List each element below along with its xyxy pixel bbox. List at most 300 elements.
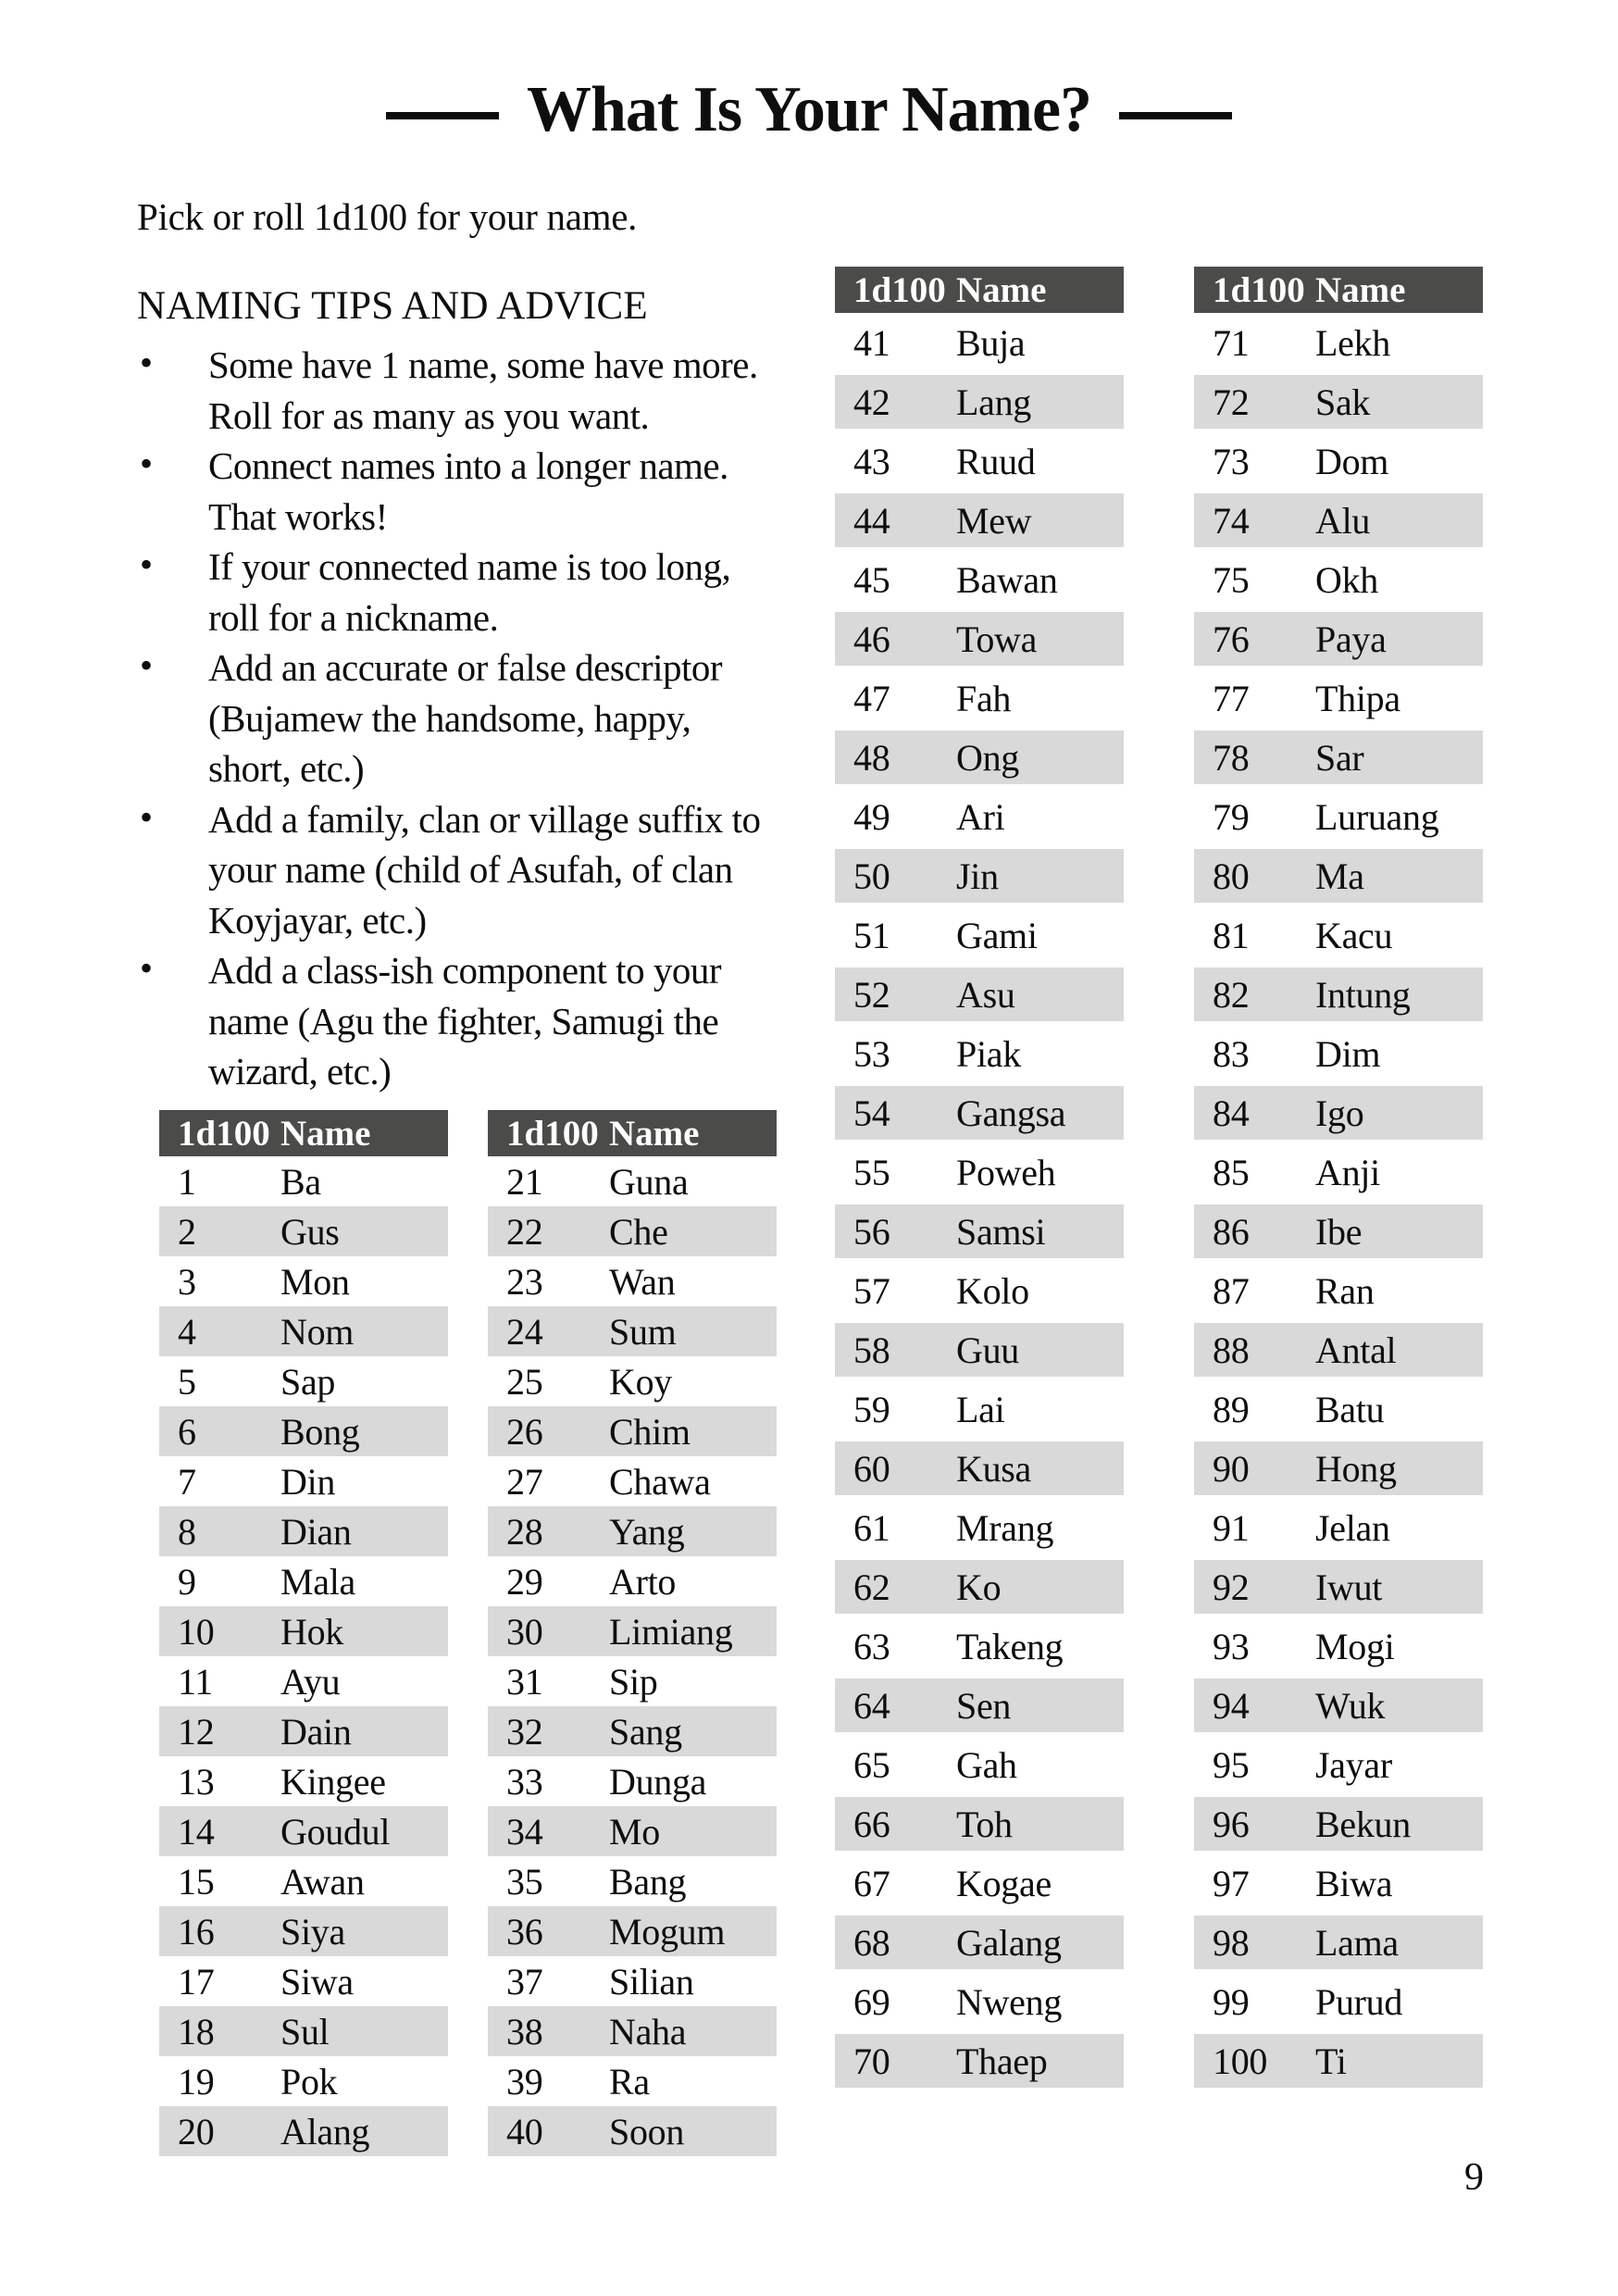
name-value: Bawan xyxy=(956,558,1058,601)
name-value: Bong xyxy=(280,1410,360,1453)
table-row xyxy=(835,1856,1124,1910)
table-row xyxy=(835,1441,1124,1495)
roll-value: 5 xyxy=(178,1360,196,1403)
table-row xyxy=(488,1556,777,1606)
name-value: Guu xyxy=(956,1329,1019,1371)
table-row xyxy=(159,2006,448,2056)
table-row xyxy=(835,1915,1124,1969)
table-row xyxy=(1194,1027,1483,1080)
name-value: Ong xyxy=(956,736,1019,779)
roll-value: 7 xyxy=(178,1460,196,1503)
table-row xyxy=(1194,1619,1483,1673)
table-body xyxy=(159,1156,448,2156)
name-value: Dunga xyxy=(609,1760,707,1803)
roll-value: 70 xyxy=(853,2040,890,2082)
roll-value: 80 xyxy=(1213,855,1250,897)
table-row xyxy=(488,1156,777,1206)
roll-value: 46 xyxy=(853,618,890,660)
table-body xyxy=(835,313,1124,2090)
roll-value: 52 xyxy=(853,973,890,1016)
roll-value: 50 xyxy=(853,855,890,897)
name-value: Che xyxy=(609,1210,668,1253)
roll-value: 99 xyxy=(1213,1980,1250,2023)
table-row xyxy=(488,1856,777,1906)
table-row xyxy=(835,1738,1124,1791)
name-value: Arto xyxy=(609,1560,677,1603)
column-header-name: Name xyxy=(1315,269,1406,310)
table-row xyxy=(488,1456,777,1506)
name-value: Fah xyxy=(956,677,1012,719)
name-value: Chim xyxy=(609,1410,691,1453)
table-row xyxy=(835,1797,1124,1851)
table-row xyxy=(835,908,1124,962)
tip-item xyxy=(137,945,794,1097)
table-row xyxy=(488,1956,777,2006)
name-value: Kacu xyxy=(1315,914,1393,956)
name-value: Toh xyxy=(956,1803,1013,1845)
name-value: Sap xyxy=(280,1360,336,1403)
roll-value: 54 xyxy=(853,1092,890,1134)
name-value: Igo xyxy=(1315,1092,1364,1134)
roll-value: 87 xyxy=(1213,1269,1250,1312)
name-value: Mala xyxy=(280,1560,355,1603)
roll-value: 67 xyxy=(853,1862,890,1904)
column-header-roll: 1d100 xyxy=(506,1113,599,1154)
table-row xyxy=(488,2056,777,2106)
page-title: What Is Your Name? xyxy=(526,74,1092,145)
name-value: Chawa xyxy=(609,1460,711,1503)
name-value: Iwut xyxy=(1315,1566,1383,1608)
roll-value: 94 xyxy=(1213,1684,1250,1727)
roll-value: 43 xyxy=(853,440,890,482)
name-value: Din xyxy=(280,1460,336,1503)
name-value: Awan xyxy=(280,1860,365,1903)
name-value: Sar xyxy=(1315,736,1364,779)
table-row xyxy=(835,612,1124,666)
roll-value: 65 xyxy=(853,1743,890,1786)
roll-value: 90 xyxy=(1213,1447,1250,1490)
roll-value: 33 xyxy=(506,1760,543,1803)
table-row xyxy=(1194,730,1483,784)
column-header-name: Name xyxy=(956,269,1047,310)
name-value: Naha xyxy=(609,2010,687,2053)
roll-value: 64 xyxy=(853,1684,890,1727)
column-header-roll: 1d100 xyxy=(853,269,946,310)
name-value: Mo xyxy=(609,1810,660,1853)
table-row xyxy=(1194,1915,1483,1969)
dash-ornament-left-icon xyxy=(386,112,499,119)
tip-item xyxy=(137,542,794,643)
table-row xyxy=(1194,553,1483,606)
name-value: Ra xyxy=(609,2060,650,2103)
table-row xyxy=(1194,1204,1483,1258)
page-title-block xyxy=(0,74,1618,145)
table-row xyxy=(159,2056,448,2106)
name-value: Ruud xyxy=(956,440,1036,482)
table-row xyxy=(835,671,1124,725)
name-value: Lama xyxy=(1315,1921,1399,1964)
roll-value: 30 xyxy=(506,1610,543,1653)
name-value: Mogi xyxy=(1315,1625,1395,1667)
table-row xyxy=(1194,1856,1483,1910)
table-row xyxy=(488,1806,777,1856)
roll-value: 39 xyxy=(506,2060,543,2103)
name-value: Takeng xyxy=(956,1625,1064,1667)
name-value: Ran xyxy=(1315,1269,1375,1312)
roll-value: 27 xyxy=(506,1460,543,1503)
name-value: Yang xyxy=(609,1510,685,1553)
table-header-row xyxy=(488,1110,777,1156)
table-row xyxy=(159,1406,448,1456)
roll-value: 22 xyxy=(506,1210,543,1253)
roll-value: 58 xyxy=(853,1329,890,1371)
roll-value: 63 xyxy=(853,1625,890,1667)
table-row xyxy=(835,1501,1124,1554)
roll-value: 12 xyxy=(178,1710,215,1753)
name-value: Wuk xyxy=(1315,1684,1386,1727)
name-value: Wan xyxy=(609,1260,676,1303)
tip-line: • Add a family, clan or village suffix to xyxy=(208,797,761,841)
roll-value: 68 xyxy=(853,1921,890,1964)
name-value: Jin xyxy=(956,855,999,897)
table-row xyxy=(488,1356,777,1406)
name-value: Mrang xyxy=(956,1506,1054,1549)
intro-text: Pick or roll 1d100 for your name. xyxy=(137,195,638,238)
table-row xyxy=(835,849,1124,903)
name-value: Gangsa xyxy=(956,1092,1066,1134)
table-row xyxy=(159,1456,448,1506)
roll-value: 2 xyxy=(178,1210,196,1253)
tip-line: your name (child of Asufah, of clan xyxy=(208,848,733,891)
roll-value: 40 xyxy=(506,2110,543,2152)
roll-value: 11 xyxy=(178,1660,213,1703)
table-row xyxy=(1194,612,1483,666)
roll-value: 25 xyxy=(506,1360,543,1403)
table-row xyxy=(835,493,1124,547)
table-row xyxy=(159,1206,448,1256)
roll-value: 60 xyxy=(853,1447,890,1490)
table-row xyxy=(835,1086,1124,1140)
tip-line: • Add an accurate or false descriptor xyxy=(208,646,723,689)
roll-value: 42 xyxy=(853,381,890,423)
name-value: Guna xyxy=(609,1160,689,1203)
table-row xyxy=(1194,1678,1483,1732)
column-header-roll: 1d100 xyxy=(178,1113,270,1154)
name-value: Sang xyxy=(609,1710,682,1753)
roll-value: 15 xyxy=(178,1860,215,1903)
roll-value: 77 xyxy=(1213,677,1250,719)
table-row xyxy=(835,1619,1124,1673)
table-row xyxy=(159,2106,448,2156)
name-value: Mew xyxy=(956,499,1032,542)
table-body xyxy=(1194,313,1483,2090)
roll-value: 62 xyxy=(853,1566,890,1608)
name-value: Biwa xyxy=(1315,1862,1393,1904)
name-value: Sen xyxy=(956,1684,1012,1727)
name-value: Jelan xyxy=(1315,1506,1390,1549)
table-row xyxy=(835,967,1124,1021)
page-number: 9 xyxy=(1464,2156,1484,2199)
roll-value: 4 xyxy=(178,1310,196,1353)
roll-value: 93 xyxy=(1213,1625,1250,1667)
name-value: Towa xyxy=(956,618,1038,660)
table-header-row xyxy=(159,1110,448,1156)
roll-value: 28 xyxy=(506,1510,543,1553)
roll-value: 66 xyxy=(853,1803,890,1845)
table-row xyxy=(835,2034,1124,2088)
table-row xyxy=(1194,1975,1483,2028)
roll-value: 96 xyxy=(1213,1803,1250,1845)
table-row xyxy=(159,1856,448,1906)
roll-value: 78 xyxy=(1213,736,1250,779)
table-row xyxy=(488,1906,777,1956)
table-row xyxy=(1194,790,1483,843)
table-row xyxy=(1194,1797,1483,1851)
roll-value: 6 xyxy=(178,1410,196,1453)
table-body xyxy=(488,1156,777,2156)
table-row xyxy=(488,1506,777,1556)
table-row xyxy=(159,1656,448,1706)
roll-value: 49 xyxy=(853,795,890,838)
tip-line: That works! xyxy=(208,494,388,538)
table-row xyxy=(1194,1323,1483,1377)
name-value: Ti xyxy=(1315,2040,1347,2082)
tip-line: name (Agu the fighter, Samugi the xyxy=(208,999,719,1042)
name-value: Bang xyxy=(609,1860,687,1903)
name-value: Alang xyxy=(280,2110,370,2152)
column-header-name: Name xyxy=(280,1113,371,1154)
name-value: Ba xyxy=(280,1160,321,1203)
name-value: Lekh xyxy=(1315,321,1390,364)
table-row xyxy=(1194,1560,1483,1614)
name-value: Thipa xyxy=(1315,677,1400,719)
name-value: Luruang xyxy=(1315,795,1439,838)
name-value: Mogum xyxy=(609,1910,726,1953)
tip-item xyxy=(137,794,794,946)
name-value: Dain xyxy=(280,1710,352,1753)
roll-value: 16 xyxy=(178,1910,215,1953)
table-row xyxy=(1194,1264,1483,1317)
name-value: Piak xyxy=(956,1032,1021,1075)
tips-heading: NAMING TIPS AND ADVICE xyxy=(137,284,648,328)
roll-value: 73 xyxy=(1213,440,1250,482)
table-row xyxy=(159,1306,448,1356)
table-row xyxy=(835,1027,1124,1080)
table-row xyxy=(488,1756,777,1806)
name-value: Kolo xyxy=(956,1269,1029,1312)
name-value: Batu xyxy=(1315,1388,1385,1430)
roll-value: 69 xyxy=(853,1980,890,2023)
table-row xyxy=(1194,316,1483,369)
roll-value: 92 xyxy=(1213,1566,1250,1608)
roll-value: 13 xyxy=(178,1760,215,1803)
roll-value: 31 xyxy=(506,1660,543,1703)
table-row xyxy=(159,1256,448,1306)
name-value: Ko xyxy=(956,1566,1002,1608)
tip-line: Roll for as many as you want. xyxy=(208,393,650,437)
roll-value: 59 xyxy=(853,1388,890,1430)
roll-value: 37 xyxy=(506,1960,543,2003)
roll-value: 57 xyxy=(853,1269,890,1312)
table-row xyxy=(488,2006,777,2056)
roll-value: 85 xyxy=(1213,1151,1250,1193)
roll-value: 97 xyxy=(1213,1862,1250,1904)
table-row xyxy=(835,730,1124,784)
name-value: Gah xyxy=(956,1743,1017,1786)
naming-tips-section xyxy=(137,283,794,1097)
roll-value: 18 xyxy=(178,2010,215,2053)
name-value: Soon xyxy=(609,2110,685,2152)
table-row xyxy=(159,1356,448,1406)
name-table-41-70 xyxy=(835,267,1124,2090)
name-value: Dim xyxy=(1315,1032,1381,1075)
table-row xyxy=(159,1156,448,1206)
table-row xyxy=(835,1382,1124,1436)
roll-value: 86 xyxy=(1213,1210,1250,1253)
table-row xyxy=(159,1956,448,2006)
table-row xyxy=(835,1264,1124,1317)
name-value: Antal xyxy=(1315,1329,1397,1371)
name-value: Kusa xyxy=(956,1447,1032,1490)
roll-value: 38 xyxy=(506,2010,543,2053)
name-value: Alu xyxy=(1315,499,1371,542)
name-value: Pok xyxy=(280,2060,338,2103)
roll-value: 71 xyxy=(1213,321,1250,364)
roll-value: 32 xyxy=(506,1710,543,1753)
roll-value: 82 xyxy=(1213,973,1250,1016)
roll-value: 74 xyxy=(1213,499,1250,542)
name-value: Asu xyxy=(956,973,1015,1016)
table-row xyxy=(488,2106,777,2156)
roll-value: 3 xyxy=(178,1260,196,1303)
tip-item xyxy=(137,441,794,542)
roll-value: 91 xyxy=(1213,1506,1250,1549)
name-value: Silian xyxy=(609,1960,694,2003)
table-row xyxy=(1194,967,1483,1021)
roll-value: 100 xyxy=(1213,2040,1268,2082)
name-value: Sul xyxy=(280,2010,330,2053)
name-value: Ari xyxy=(956,795,1005,838)
roll-value: 10 xyxy=(178,1610,215,1653)
roll-value: 20 xyxy=(178,2110,215,2152)
table-row xyxy=(1194,1441,1483,1495)
roll-value: 44 xyxy=(853,499,890,542)
name-value: Nweng xyxy=(956,1980,1063,2023)
column-header-roll: 1d100 xyxy=(1213,269,1305,310)
roll-value: 88 xyxy=(1213,1329,1250,1371)
roll-value: 81 xyxy=(1213,914,1250,956)
name-value: Jayar xyxy=(1315,1743,1392,1786)
name-table-21-40 xyxy=(488,1110,777,2156)
table-row xyxy=(159,1906,448,1956)
name-value: Lai xyxy=(956,1388,1005,1430)
dash-ornament-right-icon xyxy=(1119,112,1232,119)
roll-value: 23 xyxy=(506,1260,543,1303)
table-row xyxy=(159,1606,448,1656)
name-value: Mon xyxy=(280,1260,350,1303)
tip-line: Koyjayar, etc.) xyxy=(208,898,427,942)
name-value: Sip xyxy=(609,1660,658,1703)
name-value: Limiang xyxy=(609,1610,733,1653)
name-value: Kogae xyxy=(956,1862,1052,1904)
tip-line: • If your connected name is too long, xyxy=(208,545,731,588)
table-row xyxy=(1194,493,1483,547)
table-row xyxy=(488,1706,777,1756)
name-value: Hong xyxy=(1315,1447,1397,1490)
tip-line: short, etc.) xyxy=(208,747,365,790)
table-row xyxy=(1194,1145,1483,1199)
table-row xyxy=(159,1506,448,1556)
roll-value: 26 xyxy=(506,1410,543,1453)
tip-line: roll for a nickname. xyxy=(208,595,499,639)
table-row xyxy=(1194,849,1483,903)
name-value: Hok xyxy=(280,1610,343,1653)
roll-value: 89 xyxy=(1213,1388,1250,1430)
roll-value: 19 xyxy=(178,2060,215,2103)
name-value: Anji xyxy=(1315,1151,1380,1193)
table-row xyxy=(488,1606,777,1656)
table-row xyxy=(835,1204,1124,1258)
roll-value: 48 xyxy=(853,736,890,779)
roll-value: 35 xyxy=(506,1860,543,1903)
table-row xyxy=(1194,2034,1483,2088)
name-value: Poweh xyxy=(956,1151,1056,1193)
name-value: Koy xyxy=(609,1360,672,1403)
roll-value: 36 xyxy=(506,1910,543,1953)
roll-value: 75 xyxy=(1213,558,1250,601)
name-value: Dian xyxy=(280,1510,352,1553)
roll-value: 14 xyxy=(178,1810,215,1853)
tip-line: • Add a class-ish component to your xyxy=(208,949,721,992)
roll-value: 8 xyxy=(178,1510,196,1553)
name-value: Nom xyxy=(280,1310,355,1353)
roll-value: 95 xyxy=(1213,1743,1250,1786)
table-row xyxy=(1194,1382,1483,1436)
table-row xyxy=(488,1656,777,1706)
roll-value: 84 xyxy=(1213,1092,1250,1134)
table-row xyxy=(1194,1086,1483,1140)
table-row xyxy=(835,790,1124,843)
table-row xyxy=(159,1806,448,1856)
roll-value: 24 xyxy=(506,1310,543,1353)
roll-value: 34 xyxy=(506,1810,543,1853)
name-table-1-20 xyxy=(159,1110,448,2156)
table-row xyxy=(835,553,1124,606)
name-value: Bekun xyxy=(1315,1803,1411,1845)
roll-value: 9 xyxy=(178,1560,196,1603)
roll-value: 98 xyxy=(1213,1921,1250,1964)
name-value: Okh xyxy=(1315,558,1378,601)
roll-value: 55 xyxy=(853,1151,890,1193)
name-value: Buja xyxy=(956,321,1026,364)
table-row xyxy=(835,316,1124,369)
table-row xyxy=(159,1756,448,1806)
name-value: Lang xyxy=(956,381,1031,423)
name-value: Samsi xyxy=(956,1210,1046,1253)
name-value: Paya xyxy=(1315,618,1387,660)
name-value: Sak xyxy=(1315,381,1371,423)
table-row xyxy=(159,1706,448,1756)
name-value: Siya xyxy=(280,1910,345,1953)
table-row xyxy=(835,1975,1124,2028)
name-value: Gami xyxy=(956,914,1038,956)
roll-value: 72 xyxy=(1213,381,1250,423)
column-header-name: Name xyxy=(609,1113,700,1154)
table-row xyxy=(488,1406,777,1456)
roll-value: 61 xyxy=(853,1506,890,1549)
table-row xyxy=(1194,671,1483,725)
roll-value: 79 xyxy=(1213,795,1250,838)
